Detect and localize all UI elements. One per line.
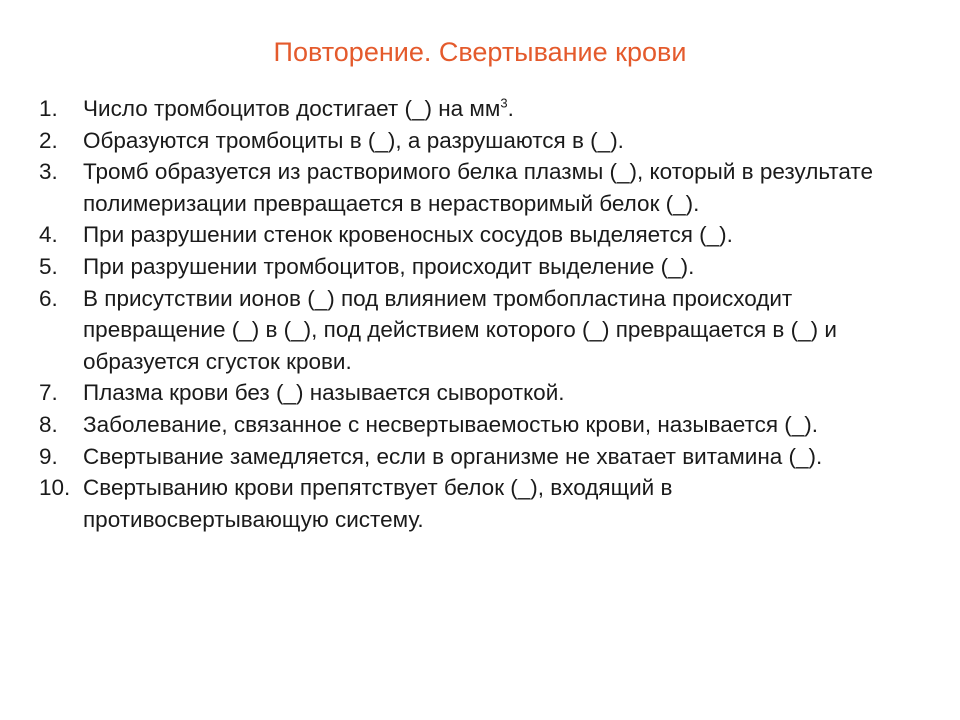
list-item — [39, 156, 919, 219]
list-item — [39, 251, 919, 283]
item-number: 2. — [39, 127, 58, 153]
item-text: Тромб образуется из растворимого белка плазмы (_), который в результате полимеризации превращается в нерастворимый белок (_). — [83, 159, 873, 216]
list-item — [39, 441, 919, 473]
item-number: 8. — [39, 411, 58, 437]
list-item — [39, 219, 919, 251]
question-list — [39, 93, 919, 535]
item-text-main: Число тромбоцитов достигает (_) на мм — [83, 96, 501, 121]
item-text: Плазма крови без (_) называется сывороткой. — [83, 380, 565, 406]
item-text — [83, 96, 514, 121]
item-number: 5. — [39, 253, 58, 279]
item-text: При разрушении тромбоцитов, происходит выделение (_). — [83, 253, 695, 279]
slide-title: Повторение. Свертывание крови — [273, 37, 687, 67]
list-item — [39, 472, 919, 535]
list-item — [39, 125, 919, 157]
item-number: 1. — [39, 96, 58, 121]
item-number: 6. — [39, 285, 58, 311]
item-number: 7. — [39, 380, 58, 406]
item-text: Свертыванию крови препятствует белок (_), входящий в противосвертывающую систему. — [83, 475, 673, 532]
list-item — [39, 93, 919, 125]
item-number: 10. — [39, 475, 71, 501]
item-number: 3. — [39, 159, 58, 185]
superscript: 3 — [500, 95, 508, 111]
item-text: Образуются тромбоциты в (_), а разрушаются в (_). — [83, 127, 624, 153]
item-text: В присутствии ионов (_) под влиянием тромбопластина происходит превращение (_) в (_), под действием которого (_) превращается в (_) и образуется сгусток крови. — [83, 285, 837, 374]
item-text-suffix: . — [507, 96, 514, 121]
list-item — [39, 377, 919, 409]
list-item — [39, 283, 919, 378]
item-text: Свертывание замедляется, если в организме не хватает витамина (_). — [83, 443, 823, 469]
item-number: 4. — [39, 222, 58, 248]
item-text: При разрушении стенок кровеносных сосудов выделяется (_). — [83, 222, 733, 248]
list-item — [39, 409, 919, 441]
item-text: Заболевание, связанное с несвертываемостью крови, называется (_). — [83, 411, 819, 437]
item-number: 9. — [39, 443, 58, 469]
